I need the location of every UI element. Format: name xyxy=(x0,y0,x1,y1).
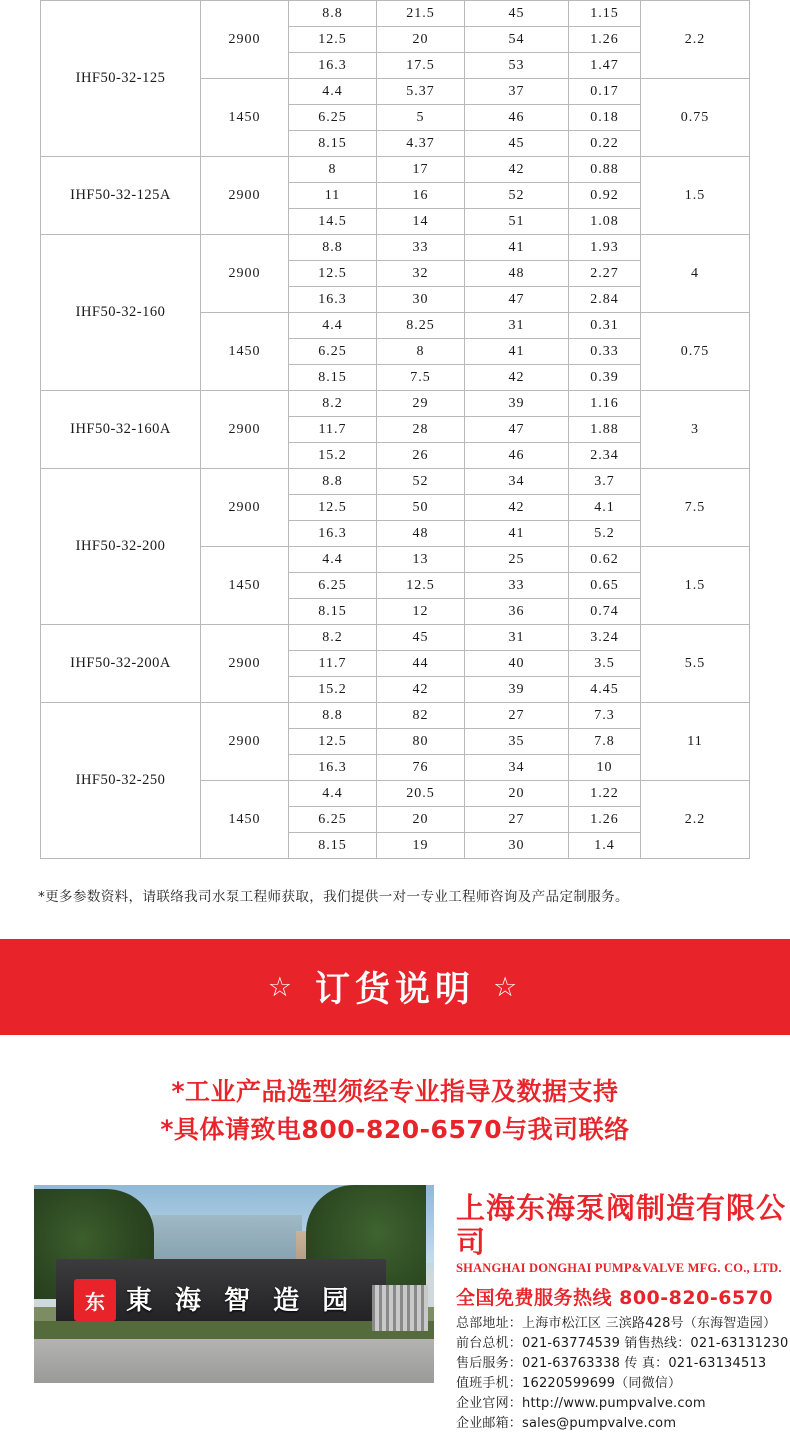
cell-power: 0.17 xyxy=(569,79,641,105)
cell-power: 1.4 xyxy=(569,833,641,859)
cell-power: 1.22 xyxy=(569,781,641,807)
cell-head: 17.5 xyxy=(377,53,465,79)
cell-power: 1.26 xyxy=(569,27,641,53)
cell-efficiency: 53 xyxy=(465,53,569,79)
cell-flow: 11.7 xyxy=(289,417,377,443)
cell-flow: 16.3 xyxy=(289,287,377,313)
cell-power: 7.3 xyxy=(569,703,641,729)
cell-power: 3.24 xyxy=(569,625,641,651)
cell-motor: 1.5 xyxy=(641,157,750,235)
cell-head: 13 xyxy=(377,547,465,573)
cell-power: 10 xyxy=(569,755,641,781)
cell-power: 2.27 xyxy=(569,261,641,287)
cell-head: 20.5 xyxy=(377,781,465,807)
cell-head: 26 xyxy=(377,443,465,469)
cell-power: 0.88 xyxy=(569,157,641,183)
company-name-en: SHANGHAI DONGHAI PUMP&VALVE MFG. CO., LTD. xyxy=(456,1261,782,1275)
notice-block xyxy=(0,1073,790,1149)
cell-power: 0.22 xyxy=(569,131,641,157)
cell-speed: 2900 xyxy=(201,391,289,469)
cell-head: 12 xyxy=(377,599,465,625)
table-row xyxy=(41,391,750,417)
cell-head: 48 xyxy=(377,521,465,547)
cell-flow: 8.2 xyxy=(289,391,377,417)
company-email[interactable]: 企业邮箱：sales@pumpvalve.com xyxy=(456,1416,677,1431)
cell-efficiency: 41 xyxy=(465,339,569,365)
cell-model: IHF50-32-160A xyxy=(41,391,201,469)
cell-power: 0.18 xyxy=(569,105,641,131)
cell-speed: 1450 xyxy=(201,313,289,391)
cell-power: 1.88 xyxy=(569,417,641,443)
cell-speed: 2900 xyxy=(201,157,289,235)
cell-efficiency: 52 xyxy=(465,183,569,209)
cell-efficiency: 42 xyxy=(465,495,569,521)
company-after-sales: 售后服务：021-63763338 传 真：021-63134513 xyxy=(456,1356,767,1371)
cell-head: 33 xyxy=(377,235,465,261)
cell-efficiency: 41 xyxy=(465,235,569,261)
cell-flow: 12.5 xyxy=(289,261,377,287)
cell-efficiency: 42 xyxy=(465,157,569,183)
cell-head: 19 xyxy=(377,833,465,859)
cell-flow: 6.25 xyxy=(289,339,377,365)
cell-model: IHF50-32-125A xyxy=(41,157,201,235)
order-notice-banner xyxy=(0,939,790,1035)
cell-head: 28 xyxy=(377,417,465,443)
cell-head: 4.37 xyxy=(377,131,465,157)
cell-flow: 15.2 xyxy=(289,677,377,703)
cell-flow: 16.3 xyxy=(289,755,377,781)
cell-power: 1.15 xyxy=(569,1,641,27)
company-info xyxy=(456,1185,788,1434)
cell-efficiency: 40 xyxy=(465,651,569,677)
cell-efficiency: 31 xyxy=(465,625,569,651)
cell-efficiency: 39 xyxy=(465,391,569,417)
cell-efficiency: 27 xyxy=(465,703,569,729)
table-footnote: *更多参数资料，请联络我司水泵工程师获取，我们提供一对一专业工程师咨询及产品定制服务。 xyxy=(38,889,629,905)
cell-efficiency: 41 xyxy=(465,521,569,547)
cell-flow: 11.7 xyxy=(289,651,377,677)
cell-head: 7.5 xyxy=(377,365,465,391)
photo-gate xyxy=(372,1285,428,1331)
cell-model: IHF50-32-250 xyxy=(41,703,201,859)
cell-head: 30 xyxy=(377,287,465,313)
table-row xyxy=(41,1,750,27)
cell-efficiency: 30 xyxy=(465,833,569,859)
cell-speed: 2900 xyxy=(201,703,289,781)
cell-motor: 2.2 xyxy=(641,1,750,79)
cell-power: 5.2 xyxy=(569,521,641,547)
cell-efficiency: 36 xyxy=(465,599,569,625)
table-row xyxy=(41,157,750,183)
cell-flow: 8.8 xyxy=(289,1,377,27)
cell-flow: 16.3 xyxy=(289,521,377,547)
cell-model: IHF50-32-200 xyxy=(41,469,201,625)
cell-flow: 15.2 xyxy=(289,443,377,469)
cell-power: 4.45 xyxy=(569,677,641,703)
notice-line-2: *具体请致电800-820-6570与我司联络 xyxy=(160,1115,630,1144)
cell-flow: 11 xyxy=(289,183,377,209)
signboard-text: 東 海 智 造 园 xyxy=(126,1286,356,1316)
cell-head: 50 xyxy=(377,495,465,521)
cell-model: IHF50-32-200A xyxy=(41,625,201,703)
cell-power: 0.33 xyxy=(569,339,641,365)
cell-head: 8.25 xyxy=(377,313,465,339)
cell-flow: 8 xyxy=(289,157,377,183)
cell-head: 17 xyxy=(377,157,465,183)
table-row xyxy=(41,469,750,495)
cell-model: IHF50-32-160 xyxy=(41,235,201,391)
table-row xyxy=(41,625,750,651)
cell-efficiency: 48 xyxy=(465,261,569,287)
cell-head: 16 xyxy=(377,183,465,209)
cell-motor: 5.5 xyxy=(641,625,750,703)
cell-flow: 8.8 xyxy=(289,235,377,261)
cell-flow: 8.15 xyxy=(289,131,377,157)
cell-speed: 2900 xyxy=(201,1,289,79)
company-website[interactable]: 企业官网：http://www.pumpvalve.com xyxy=(456,1396,706,1411)
cell-efficiency: 34 xyxy=(465,755,569,781)
cell-flow: 8.15 xyxy=(289,833,377,859)
star-right-icon: ☆ xyxy=(493,971,523,1003)
cell-efficiency: 25 xyxy=(465,547,569,573)
cell-power: 1.16 xyxy=(569,391,641,417)
cell-motor: 3 xyxy=(641,391,750,469)
cell-power: 1.26 xyxy=(569,807,641,833)
cell-efficiency: 45 xyxy=(465,131,569,157)
cell-efficiency: 46 xyxy=(465,443,569,469)
cell-efficiency: 27 xyxy=(465,807,569,833)
cell-power: 2.84 xyxy=(569,287,641,313)
cell-efficiency: 46 xyxy=(465,105,569,131)
cell-motor: 11 xyxy=(641,703,750,781)
cell-speed: 1450 xyxy=(201,79,289,157)
cell-head: 20 xyxy=(377,27,465,53)
banner-title: 订货说明 xyxy=(314,970,475,1010)
cell-flow: 8.8 xyxy=(289,469,377,495)
cell-flow: 12.5 xyxy=(289,729,377,755)
cell-power: 3.7 xyxy=(569,469,641,495)
cell-efficiency: 47 xyxy=(465,417,569,443)
cell-head: 29 xyxy=(377,391,465,417)
cell-motor: 1.5 xyxy=(641,547,750,625)
cell-flow: 12.5 xyxy=(289,495,377,521)
cell-flow: 6.25 xyxy=(289,105,377,131)
cell-motor: 2.2 xyxy=(641,781,750,859)
company-duty-mobile: 值班手机：16220599699（同微信） xyxy=(456,1376,682,1391)
cell-efficiency: 34 xyxy=(465,469,569,495)
cell-power: 1.08 xyxy=(569,209,641,235)
cell-head: 45 xyxy=(377,625,465,651)
cell-flow: 4.4 xyxy=(289,547,377,573)
cell-head: 12.5 xyxy=(377,573,465,599)
service-hotline: 全国免费服务热线 800-820-6570 xyxy=(456,1287,774,1309)
cell-efficiency: 47 xyxy=(465,287,569,313)
cell-head: 80 xyxy=(377,729,465,755)
table-row xyxy=(41,235,750,261)
cell-speed: 2900 xyxy=(201,625,289,703)
cell-efficiency: 51 xyxy=(465,209,569,235)
cell-head: 21.5 xyxy=(377,1,465,27)
cell-power: 4.1 xyxy=(569,495,641,521)
cell-head: 82 xyxy=(377,703,465,729)
cell-flow: 8.8 xyxy=(289,703,377,729)
cell-flow: 6.25 xyxy=(289,807,377,833)
cell-efficiency: 37 xyxy=(465,79,569,105)
cell-speed: 2900 xyxy=(201,235,289,313)
star-left-icon: ☆ xyxy=(267,971,297,1003)
cell-head: 8 xyxy=(377,339,465,365)
cell-speed: 1450 xyxy=(201,547,289,625)
cell-power: 0.39 xyxy=(569,365,641,391)
company-name-cn: 上海东海泵阀制造有限公司 xyxy=(456,1191,787,1259)
cell-efficiency: 42 xyxy=(465,365,569,391)
cell-motor: 0.75 xyxy=(641,313,750,391)
cell-flow: 12.5 xyxy=(289,27,377,53)
company-front-desk: 前台总机：021-63774539 销售热线：021-63131230 xyxy=(456,1336,789,1351)
cell-efficiency: 54 xyxy=(465,27,569,53)
cell-power: 0.31 xyxy=(569,313,641,339)
cell-power: 1.93 xyxy=(569,235,641,261)
factory-photo xyxy=(34,1185,434,1383)
cell-motor: 0.75 xyxy=(641,79,750,157)
cell-speed: 2900 xyxy=(201,469,289,547)
cell-head: 5 xyxy=(377,105,465,131)
cell-power: 0.74 xyxy=(569,599,641,625)
cell-power: 7.8 xyxy=(569,729,641,755)
cell-head: 20 xyxy=(377,807,465,833)
cell-head: 42 xyxy=(377,677,465,703)
cell-model: IHF50-32-125 xyxy=(41,1,201,157)
cell-power: 0.62 xyxy=(569,547,641,573)
cell-head: 52 xyxy=(377,469,465,495)
cell-flow: 8.15 xyxy=(289,365,377,391)
footer xyxy=(0,1185,790,1434)
cell-flow: 14.5 xyxy=(289,209,377,235)
cell-head: 44 xyxy=(377,651,465,677)
company-logo-icon: 东 xyxy=(74,1279,116,1321)
cell-head: 32 xyxy=(377,261,465,287)
notice-line-1: *工业产品选型须经专业指导及数据支持 xyxy=(171,1077,619,1106)
cell-flow: 4.4 xyxy=(289,313,377,339)
cell-flow: 8.15 xyxy=(289,599,377,625)
cell-head: 76 xyxy=(377,755,465,781)
cell-efficiency: 33 xyxy=(465,573,569,599)
cell-efficiency: 39 xyxy=(465,677,569,703)
cell-power: 0.65 xyxy=(569,573,641,599)
cell-efficiency: 35 xyxy=(465,729,569,755)
cell-efficiency: 31 xyxy=(465,313,569,339)
cell-power: 2.34 xyxy=(569,443,641,469)
cell-flow: 4.4 xyxy=(289,781,377,807)
cell-efficiency: 20 xyxy=(465,781,569,807)
cell-motor: 7.5 xyxy=(641,469,750,547)
cell-power: 3.5 xyxy=(569,651,641,677)
cell-speed: 1450 xyxy=(201,781,289,859)
cell-flow: 8.2 xyxy=(289,625,377,651)
pump-spec-table xyxy=(40,0,750,859)
cell-efficiency: 45 xyxy=(465,1,569,27)
cell-flow: 4.4 xyxy=(289,79,377,105)
cell-head: 5.37 xyxy=(377,79,465,105)
company-address: 总部地址：上海市松江区 三滨路428号（东海智造园） xyxy=(456,1316,777,1331)
cell-flow: 6.25 xyxy=(289,573,377,599)
cell-power: 1.47 xyxy=(569,53,641,79)
cell-head: 14 xyxy=(377,209,465,235)
cell-flow: 16.3 xyxy=(289,53,377,79)
table-row xyxy=(41,703,750,729)
cell-motor: 4 xyxy=(641,235,750,313)
cell-power: 0.92 xyxy=(569,183,641,209)
banner-text-group xyxy=(268,962,522,1012)
